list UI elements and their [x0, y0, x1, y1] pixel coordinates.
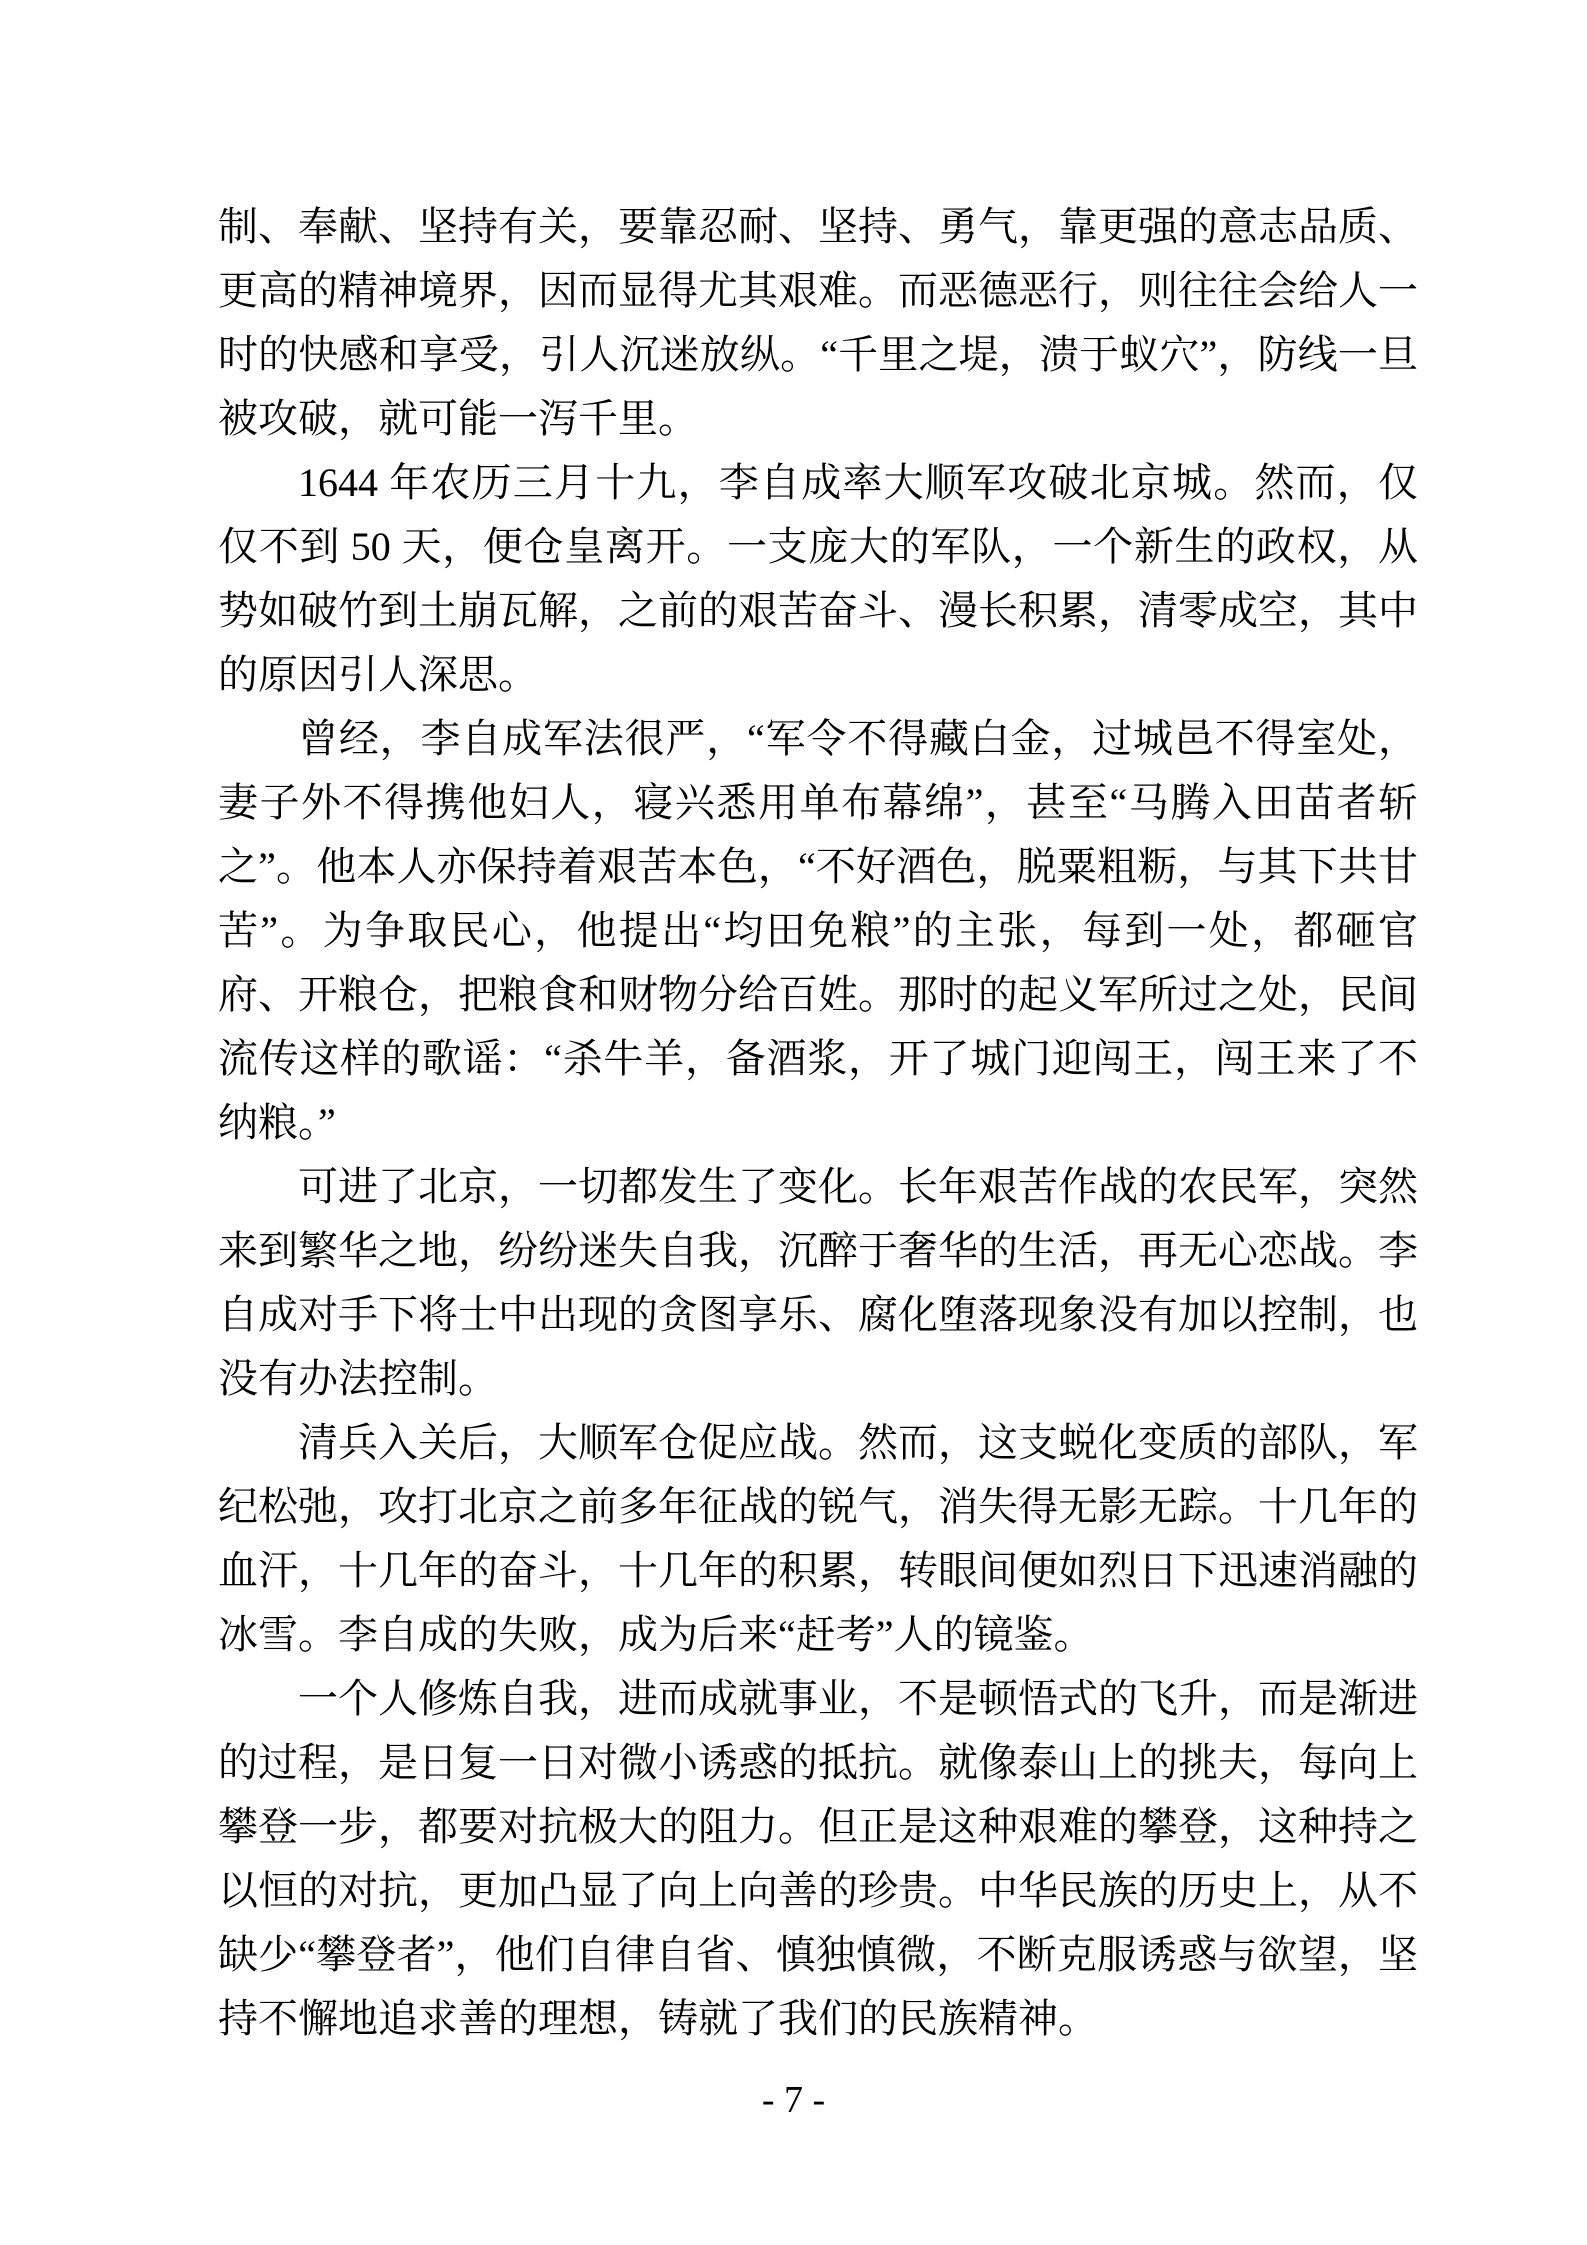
page-footer — [0, 2076, 1587, 2124]
paragraph: 清兵入关后，大顺军仓促应战。然而，这支蜕化变质的部队，军纪松弛，攻打北京之前多年征战的锐气，消失得无影无踪。十几年的血汗，十几年的奋斗，十几年的积累，转眼间便如烈日下迅速消融的冰雪。李自成的失败，成为后来“赶考”人的镜鉴。 — [218, 1420, 1418, 1657]
paragraph: 1644 年农历三月十九，李自成率大顺军攻破北京城。然而，仅仅不到 50 天，便仓皇离开。一支庞大的军队，一个新生的政权，从势如破竹到土崩瓦解，之前的艰苦奋斗、漫长积累，清零成空，其中的原因引人深思。 — [218, 460, 1418, 697]
paragraph: 曾经，李自成军法很严，“军令不得藏白金，过城邑不得室处，妻子外不得携他妇人，寝兴悉用单布幕绵”，甚至“马腾入田苗者斩之”。他本人亦保持着艰苦本色，“不好酒色，脱粟粗粝，与其下共甘苦”。为争取民心，他提出“均田免粮”的主张，每到一处，都砸官府、开粮仓，把粮食和财物分给百姓。那时的起义军所过之处，民间流传这样的歌谣：“杀牛羊，备酒浆，开了城门迎闯王，闯王来了不纳粮。” — [218, 716, 1418, 1145]
document-body — [218, 195, 1418, 2051]
paragraph: 制、奉献、坚持有关，要靠忍耐、坚持、勇气，靠更强的意志品质、更高的精神境界，因而显得尤其艰难。而恶德恶行，则往往会给人一时的快感和享受，引人沉迷放纵。“千里之堤，溃于蚁穴”，防线一旦被攻破，就可能一泻千里。 — [218, 204, 1418, 441]
paragraph: 可进了北京，一切都发生了变化。长年艰苦作战的农民军，突然来到繁华之地，纷纷迷失自我，沉醉于奢华的生活，再无心恋战。李自成对手下将士中出现的贪图享乐、腐化堕落现象没有加以控制，也没有办法控制。 — [218, 1164, 1418, 1401]
paragraph: 一个人修炼自我，进而成就事业，不是顿悟式的飞升，而是渐进的过程，是日复一日对微小诱惑的抵抗。就像泰山上的挑夫，每向上攀登一步，都要对抗极大的阻力。但正是这种艰难的攀登，这种持之以恒的对抗，更加凸显了向上向善的珍贵。中华民族的历史上，从不缺少“攀登者”，他们自律自省、慎独慎微，不断克服诱惑与欲望，坚持不懈地追求善的理想，铸就了我们的民族精神。 — [218, 1676, 1418, 2041]
page-number: - 7 - — [761, 2079, 826, 2121]
